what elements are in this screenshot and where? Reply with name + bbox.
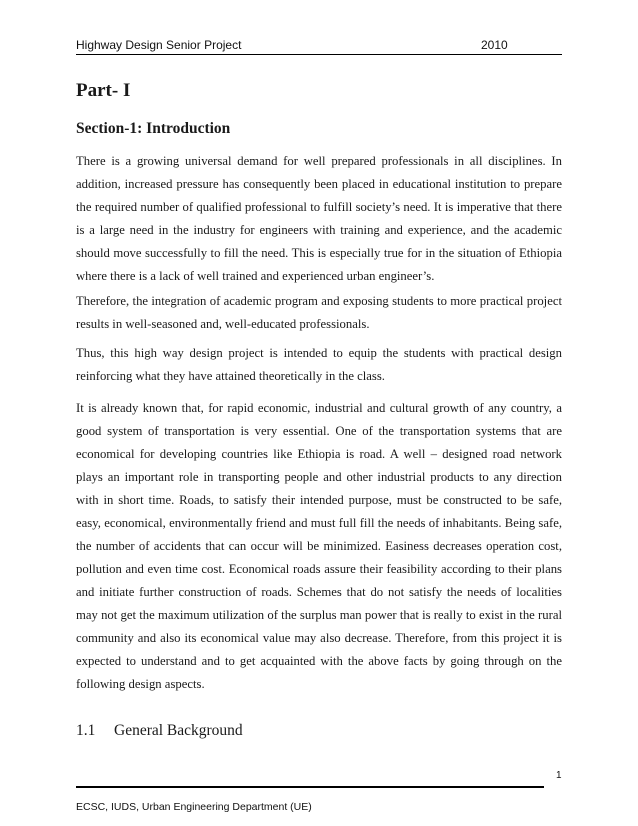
intro-paragraph-2: Therefore, the integration of academic program and exposing students to more practical project results in well-seasoned and, well-educated professionals. (76, 294, 562, 331)
subsection-title: General Background (114, 722, 243, 739)
footer-rule (76, 786, 544, 788)
subsection-number: 1.1 (76, 722, 96, 739)
section-heading: Section-1: Introduction (76, 120, 231, 137)
subsection-heading (76, 722, 243, 740)
part-heading: Part- I (76, 80, 131, 101)
intro-paragraph-4: It is already known that, for rapid economic, industrial and cultural growth of any country, a good system of transportation is very essential. One of the transportation systems that are economical for developing countries like Ethiopia is road. A well – designed road network plays an important role in transporting people and other industrial products to any direction with in short time. Roads, to satisfy their intended purpose, must be constructed to be safe, easy, economical, environmentally friend and must full fill the needs of inhabitants. Being safe, the number of accidents that can occur will be minimized. Easiness decreases operation cost, pollution and even time cost. Economical roads assure their feasibility according to their plans and initiate further construction of roads. Schemes that do not satisfy the needs of localities may not get the maximum utilization of the surplus man power that is really to exist in the rural community and also its economical value may also decrease. Therefore, from this project it is expected to understand and to get acquainted with the above facts by going through on the following design aspects. (76, 401, 562, 691)
intro-paragraph-3: Thus, this high way design project is intended to equip the students with practical design reinforcing what they have attained theoretically in the class. (76, 346, 562, 383)
page-header (76, 36, 562, 55)
intro-paragraph-1: There is a growing universal demand for well prepared professionals in all disciplines. In addition, increased pressure has consequently been placed in educational institution to prepare the required number of qualified professional to fulfill society’s need. It is imperative that there is a large need in the industry for engineers with training and experience, and the academic should move successfully to fill the need. This is especially true for in the situation of Ethiopia where there is a lack of well trained and experienced urban engineer’s. (76, 154, 562, 283)
header-title: Highway Design Senior Project (76, 38, 242, 52)
footer-text: ECSC, IUDS, Urban Engineering Department (UE) (76, 801, 312, 813)
header-year: 2010 (481, 38, 508, 52)
page-number: 1 (556, 770, 562, 781)
